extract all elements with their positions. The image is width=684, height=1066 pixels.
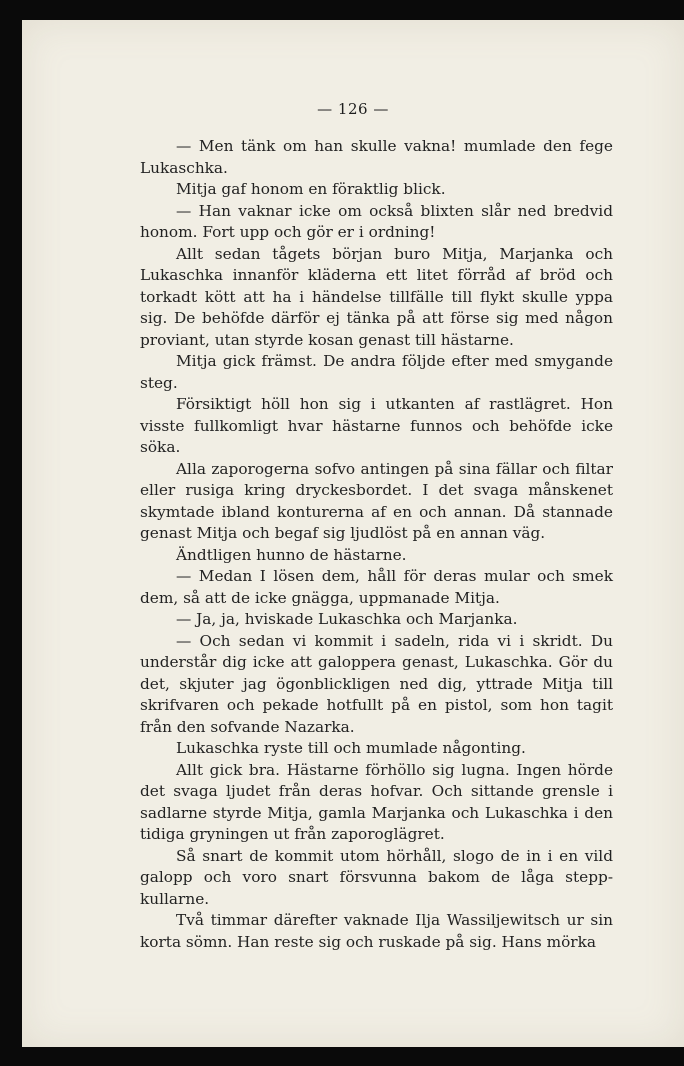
paragraph: Allt gick bra. Hästarne förhöllo sig lugna. Ingen hörde det svaga ljudet från deras hofvar. Och sittande grensle i sadlarne styrde Mitja, gamla Marjanka och Lukaschka i den tidiga gryningen ut från zaporoglägret. bbox=[140, 760, 613, 843]
paragraph: Så snart de kommit utom hörhåll, slogo de in i en vild galopp och voro snart försvunna bakom de låga stepp-kullarne. bbox=[140, 846, 613, 908]
page-number: — 126 — bbox=[317, 100, 389, 118]
paragraph: — Men tänk om han skulle vakna! mumlade den fege Lukaschka. bbox=[140, 137, 613, 177]
paragraph: Alla zaporogerna sofvo antingen på sina fällar och filtar eller rusiga kring dryckesbordet. I det svaga månskenet skymtade ibland konturerna af en och annan. Då stannade genast Mitja och begaf sig ljudlöst på en annan väg. bbox=[140, 459, 613, 542]
paragraph: Allt sedan tågets början buro Mitja, Marjanka och Lukaschka innanför kläderna ett litet förråd af bröd och torkadt kött att ha i händelse tillfälle till flykt skulle yppa sig. De behöfde därför ej tänka på att förse sig med någon proviant, utan styrde kosan genast till hästarne. bbox=[140, 244, 613, 349]
paragraph: Två timmar därefter vaknade Ilja Wassiljewitsch ur sin korta sömn. Han reste sig och ruskade på sig. Hans mörka bbox=[140, 911, 613, 951]
paragraph: Mitja gaf honom en föraktlig blick. bbox=[176, 180, 446, 198]
book-page bbox=[22, 20, 684, 1047]
paragraph: Försiktigt höll hon sig i utkanten af rastlägret. Hon visste fullkomligt hvar hästarne funnos och behöfde icke söka. bbox=[140, 395, 613, 456]
body-text bbox=[140, 136, 613, 953]
paragraph: — Medan I lösen dem, håll för deras mular och smek dem, så att de icke gnägga, uppmanade Mitja. bbox=[140, 567, 613, 607]
paragraph: — Ja, ja, hviskade Lukaschka och Marjanka. bbox=[176, 610, 518, 628]
paragraph: Mitja gick främst. De andra följde efter med smygande steg. bbox=[140, 352, 613, 392]
paragraph: — Han vaknar icke om också blixten slår ned bredvid honom. Fort upp och gör er i ordning! bbox=[140, 201, 613, 241]
paragraph: Ändtligen hunno de hästarne. bbox=[176, 545, 407, 564]
paragraph: — Och sedan vi kommit i sadeln, rida vi i skridt. Du understår dig icke att galoppera genast, Lukaschka. Gör du det, skjuter jag ögonblickligen ned dig, yttrade Mitja till skrifvaren och pekade hotfullt på en pistol, som hon tagit från den sofvande Nazarka. bbox=[140, 631, 613, 736]
paragraph: Lukaschka ryste till och mumlade någonting. bbox=[176, 739, 526, 757]
